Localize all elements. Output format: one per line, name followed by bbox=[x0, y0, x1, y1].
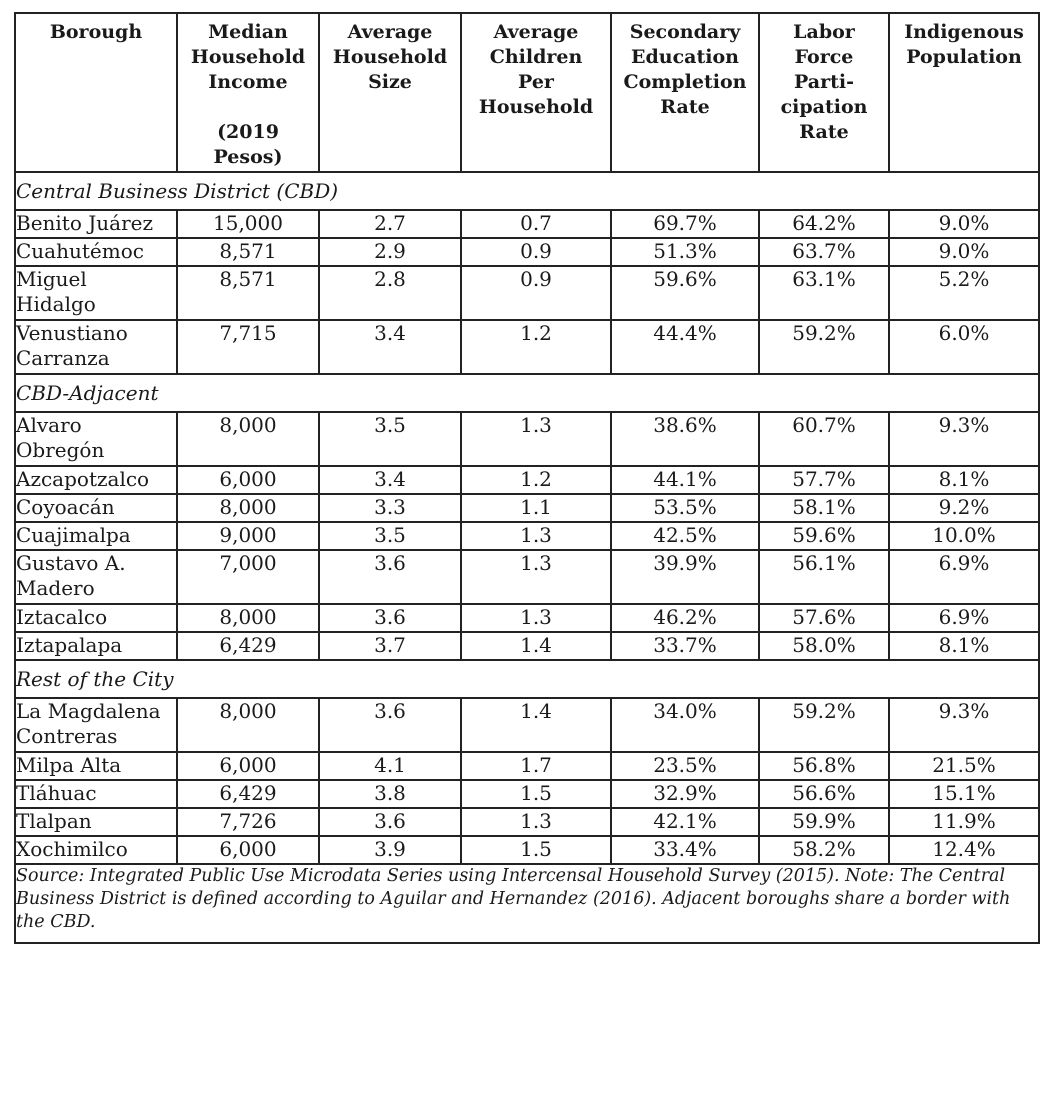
cell-indigenous: 9.2% bbox=[889, 494, 1039, 522]
table-row bbox=[15, 494, 1039, 522]
cell-labor: 60.7% bbox=[759, 412, 889, 466]
column-header-labor bbox=[759, 13, 889, 172]
cell-secondary: 69.7% bbox=[611, 210, 759, 238]
cell-labor: 58.0% bbox=[759, 632, 889, 660]
cell-indigenous: 12.4% bbox=[889, 836, 1039, 864]
cell-children: 1.5 bbox=[461, 836, 611, 864]
cell-income: 6,000 bbox=[177, 466, 319, 494]
cell-children: 1.4 bbox=[461, 632, 611, 660]
cell-secondary: 32.9% bbox=[611, 780, 759, 808]
header-line: Size bbox=[368, 71, 412, 93]
header-line: Average bbox=[493, 21, 579, 43]
cell-income: 15,000 bbox=[177, 210, 319, 238]
borough-name-cell bbox=[15, 494, 177, 522]
borough-name-line: Iztapalapa bbox=[16, 633, 123, 657]
cell-indigenous: 15.1% bbox=[889, 780, 1039, 808]
cell-children: 1.3 bbox=[461, 808, 611, 836]
header-line: Population bbox=[906, 46, 1022, 68]
borough-name-line: Xochimilco bbox=[16, 837, 128, 861]
cell-indigenous: 9.3% bbox=[889, 412, 1039, 466]
cell-children: 1.4 bbox=[461, 698, 611, 752]
borough-statistics-table bbox=[14, 12, 1040, 944]
table-row bbox=[15, 210, 1039, 238]
cell-hh_size: 3.5 bbox=[319, 522, 461, 550]
table-row bbox=[15, 320, 1039, 374]
cell-children: 0.9 bbox=[461, 266, 611, 320]
borough-name-cell bbox=[15, 320, 177, 374]
header-line: Household bbox=[478, 96, 594, 118]
table-row bbox=[15, 836, 1039, 864]
header-line: Secondary bbox=[629, 21, 741, 43]
cell-labor: 59.6% bbox=[759, 522, 889, 550]
column-header-borough bbox=[15, 13, 177, 172]
cell-labor: 59.9% bbox=[759, 808, 889, 836]
header-line: cipation bbox=[780, 96, 868, 118]
borough-name-line: Madero bbox=[16, 576, 95, 600]
borough-name-cell bbox=[15, 808, 177, 836]
header-line: Labor bbox=[793, 21, 855, 43]
source-note-row bbox=[15, 864, 1039, 943]
cell-labor: 57.6% bbox=[759, 604, 889, 632]
header-line: Children bbox=[489, 46, 583, 68]
borough-name-cell bbox=[15, 210, 177, 238]
table-row bbox=[15, 698, 1039, 752]
table-row bbox=[15, 550, 1039, 604]
cell-income: 8,000 bbox=[177, 604, 319, 632]
borough-name-line: Iztacalco bbox=[16, 605, 108, 629]
cell-secondary: 34.0% bbox=[611, 698, 759, 752]
cell-indigenous: 11.9% bbox=[889, 808, 1039, 836]
header-line: Per bbox=[518, 71, 554, 93]
cell-children: 1.3 bbox=[461, 412, 611, 466]
cell-children: 1.3 bbox=[461, 604, 611, 632]
cell-income: 6,000 bbox=[177, 752, 319, 780]
cell-secondary: 23.5% bbox=[611, 752, 759, 780]
cell-hh_size: 3.5 bbox=[319, 412, 461, 466]
cell-children: 1.7 bbox=[461, 752, 611, 780]
borough-name-line: Gustavo A. bbox=[16, 551, 126, 575]
cell-children: 1.2 bbox=[461, 320, 611, 374]
cell-indigenous: 6.9% bbox=[889, 604, 1039, 632]
header-line: Education bbox=[631, 46, 739, 68]
source-note: Source: Integrated Public Use Microdata Series using Intercensal Household Survey (2015). Note: The Central Business District is defined according to Aguilar and Hernandez (2016). Adjacent boroughs share a border with the CBD. bbox=[15, 864, 1039, 943]
header-line: Household bbox=[190, 46, 306, 68]
cell-hh_size: 2.9 bbox=[319, 238, 461, 266]
cell-labor: 64.2% bbox=[759, 210, 889, 238]
header-line: Borough bbox=[49, 21, 143, 43]
cell-indigenous: 6.9% bbox=[889, 550, 1039, 604]
borough-name-line: Contreras bbox=[16, 724, 118, 748]
cell-children: 1.3 bbox=[461, 522, 611, 550]
cell-labor: 58.1% bbox=[759, 494, 889, 522]
borough-name-cell bbox=[15, 632, 177, 660]
cell-hh_size: 3.8 bbox=[319, 780, 461, 808]
cell-labor: 58.2% bbox=[759, 836, 889, 864]
cell-income: 6,429 bbox=[177, 632, 319, 660]
cell-secondary: 46.2% bbox=[611, 604, 759, 632]
cell-labor: 59.2% bbox=[759, 320, 889, 374]
borough-name-cell bbox=[15, 466, 177, 494]
cell-children: 1.1 bbox=[461, 494, 611, 522]
cell-secondary: 44.4% bbox=[611, 320, 759, 374]
cell-indigenous: 8.1% bbox=[889, 466, 1039, 494]
header-line: Pesos) bbox=[213, 146, 283, 168]
cell-hh_size: 3.4 bbox=[319, 320, 461, 374]
cell-hh_size: 3.7 bbox=[319, 632, 461, 660]
group-row bbox=[15, 660, 1039, 698]
header-line: Force bbox=[794, 46, 854, 68]
cell-hh_size: 2.8 bbox=[319, 266, 461, 320]
cell-labor: 56.8% bbox=[759, 752, 889, 780]
column-header-secondary bbox=[611, 13, 759, 172]
borough-name-line: Alvaro bbox=[16, 413, 82, 437]
header-line: Rate bbox=[660, 96, 710, 118]
table-row bbox=[15, 604, 1039, 632]
cell-indigenous: 9.0% bbox=[889, 238, 1039, 266]
cell-indigenous: 9.0% bbox=[889, 210, 1039, 238]
cell-secondary: 59.6% bbox=[611, 266, 759, 320]
header-line: Household bbox=[332, 46, 448, 68]
borough-name-line: Tlalpan bbox=[16, 809, 92, 833]
borough-name-cell bbox=[15, 238, 177, 266]
borough-name-cell bbox=[15, 522, 177, 550]
header-spacer bbox=[178, 95, 318, 120]
cell-secondary: 38.6% bbox=[611, 412, 759, 466]
borough-name-line: Obregón bbox=[16, 438, 105, 462]
cell-income: 8,000 bbox=[177, 698, 319, 752]
column-header-income bbox=[177, 13, 319, 172]
header-line: Average bbox=[347, 21, 433, 43]
cell-income: 7,000 bbox=[177, 550, 319, 604]
cell-hh_size: 3.6 bbox=[319, 550, 461, 604]
borough-name-cell bbox=[15, 780, 177, 808]
cell-hh_size: 3.9 bbox=[319, 836, 461, 864]
borough-name-line: Tláhuac bbox=[16, 781, 97, 805]
cell-secondary: 42.1% bbox=[611, 808, 759, 836]
cell-hh_size: 3.6 bbox=[319, 808, 461, 836]
table-row bbox=[15, 522, 1039, 550]
table-row bbox=[15, 266, 1039, 320]
borough-name-line: Miguel bbox=[16, 267, 87, 291]
borough-name-line: La Magdalena bbox=[16, 699, 161, 723]
borough-name-cell bbox=[15, 604, 177, 632]
cell-labor: 59.2% bbox=[759, 698, 889, 752]
cell-indigenous: 21.5% bbox=[889, 752, 1039, 780]
cell-indigenous: 5.2% bbox=[889, 266, 1039, 320]
cell-indigenous: 8.1% bbox=[889, 632, 1039, 660]
table-row bbox=[15, 412, 1039, 466]
cell-indigenous: 10.0% bbox=[889, 522, 1039, 550]
cell-children: 1.2 bbox=[461, 466, 611, 494]
group-label: Central Business District (CBD) bbox=[15, 172, 1039, 210]
cell-income: 8,000 bbox=[177, 412, 319, 466]
cell-labor: 57.7% bbox=[759, 466, 889, 494]
borough-name-line: Hidalgo bbox=[16, 292, 96, 316]
cell-income: 7,715 bbox=[177, 320, 319, 374]
group-label: Rest of the City bbox=[15, 660, 1039, 698]
header-line: Median bbox=[208, 21, 288, 43]
borough-name-line: Cuajimalpa bbox=[16, 523, 131, 547]
borough-name-line: Milpa Alta bbox=[16, 753, 122, 777]
borough-name-line: Coyoacán bbox=[16, 495, 115, 519]
header-line: Parti- bbox=[794, 71, 854, 93]
cell-secondary: 39.9% bbox=[611, 550, 759, 604]
cell-hh_size: 3.4 bbox=[319, 466, 461, 494]
header-line: Income bbox=[208, 71, 288, 93]
borough-name-line: Azcapotzalco bbox=[16, 467, 150, 491]
borough-name-cell bbox=[15, 698, 177, 752]
column-header-children bbox=[461, 13, 611, 172]
cell-labor: 63.1% bbox=[759, 266, 889, 320]
column-header-hh_size bbox=[319, 13, 461, 172]
header-line: Rate bbox=[799, 121, 849, 143]
borough-name-line: Cuahutémoc bbox=[16, 239, 144, 263]
cell-children: 0.9 bbox=[461, 238, 611, 266]
cell-secondary: 53.5% bbox=[611, 494, 759, 522]
header-row bbox=[15, 13, 1039, 172]
cell-secondary: 33.4% bbox=[611, 836, 759, 864]
table-row bbox=[15, 238, 1039, 266]
borough-name-line: Carranza bbox=[16, 346, 110, 370]
header-line: Indigenous bbox=[904, 21, 1024, 43]
cell-secondary: 51.3% bbox=[611, 238, 759, 266]
borough-name-cell bbox=[15, 836, 177, 864]
cell-secondary: 33.7% bbox=[611, 632, 759, 660]
header-line: (2019 bbox=[217, 121, 279, 143]
cell-income: 8,571 bbox=[177, 238, 319, 266]
cell-children: 1.3 bbox=[461, 550, 611, 604]
cell-labor: 63.7% bbox=[759, 238, 889, 266]
cell-hh_size: 2.7 bbox=[319, 210, 461, 238]
borough-name-line: Benito Juárez bbox=[16, 211, 154, 235]
borough-name-cell bbox=[15, 550, 177, 604]
cell-income: 8,000 bbox=[177, 494, 319, 522]
cell-income: 6,429 bbox=[177, 780, 319, 808]
cell-hh_size: 3.6 bbox=[319, 698, 461, 752]
borough-name-cell bbox=[15, 266, 177, 320]
cell-children: 1.5 bbox=[461, 780, 611, 808]
group-row bbox=[15, 374, 1039, 412]
table-row bbox=[15, 632, 1039, 660]
borough-name-cell bbox=[15, 412, 177, 466]
borough-name-line: Venustiano bbox=[16, 321, 128, 345]
cell-hh_size: 4.1 bbox=[319, 752, 461, 780]
cell-income: 8,571 bbox=[177, 266, 319, 320]
cell-labor: 56.1% bbox=[759, 550, 889, 604]
cell-hh_size: 3.6 bbox=[319, 604, 461, 632]
table-row bbox=[15, 808, 1039, 836]
cell-income: 9,000 bbox=[177, 522, 319, 550]
cell-secondary: 44.1% bbox=[611, 466, 759, 494]
cell-labor: 56.6% bbox=[759, 780, 889, 808]
cell-indigenous: 9.3% bbox=[889, 698, 1039, 752]
table-row bbox=[15, 780, 1039, 808]
cell-indigenous: 6.0% bbox=[889, 320, 1039, 374]
cell-income: 6,000 bbox=[177, 836, 319, 864]
group-label: CBD-Adjacent bbox=[15, 374, 1039, 412]
table-body bbox=[15, 172, 1039, 864]
column-header-indigenous bbox=[889, 13, 1039, 172]
header-line: Completion bbox=[623, 71, 747, 93]
cell-children: 0.7 bbox=[461, 210, 611, 238]
table-row bbox=[15, 752, 1039, 780]
cell-income: 7,726 bbox=[177, 808, 319, 836]
cell-secondary: 42.5% bbox=[611, 522, 759, 550]
table-row bbox=[15, 466, 1039, 494]
borough-name-cell bbox=[15, 752, 177, 780]
group-row bbox=[15, 172, 1039, 210]
cell-hh_size: 3.3 bbox=[319, 494, 461, 522]
